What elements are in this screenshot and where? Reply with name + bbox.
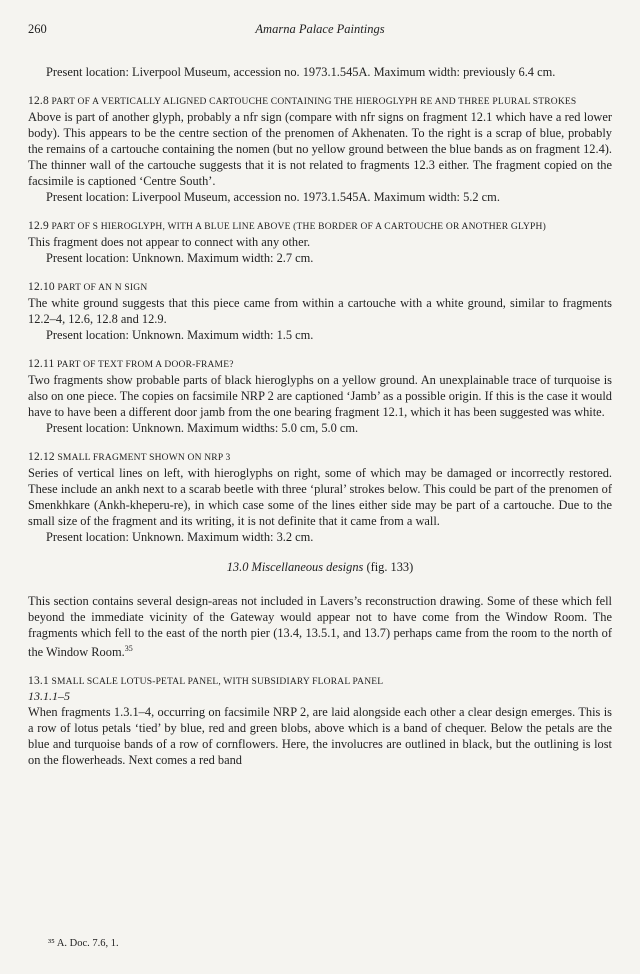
entry-text: Above is part of another glyph, probably a nfr sign (compare with nfr signs on fragment 12.1 which have a red lower body). This appears to be the centre section of the prenomen of Akhenaten. To the right is a scrap of blue, probably the remains of a cartouche containing the nomen (but no yellow ground between the blue bands as on fragment 12.4). The thinner wall of the cartouche suggests that it is not related to fragments 12.3 either. The fragment copied on the facsimile is captioned ‘Centre South’. [28,110,612,188]
entry-title: PART OF TEXT FROM A DOOR-FRAME? [57,360,234,370]
section-heading [28,559,612,575]
entry-location: Present location: Unknown. Maximum width: 1.5 cm. [46,328,314,342]
entry-number: 12.8 [28,95,49,107]
entry-12-11 [28,357,612,436]
entry-text: Series of vertical lines on left, with hieroglyphs on right, some of which may be damaged or incorrectly restored. These include an ankh next to a scarab beetle with three ‘plural’ strokes below. This could be part of the prenomen of Smenkhkare (Ankh-kheperu-re), in which case some of the lines either side may be part of a cartouche. Due to the small size of the fragment and its writing, it is not definite that it came from a wall. [28,466,612,528]
running-title: Amarna Palace Paintings [255,22,385,36]
entry-12-8 [28,94,612,205]
entry-number: 12.11 [28,358,55,370]
entry-number: 12.12 [28,451,55,463]
entry-heading [28,450,612,465]
entry-title: SMALL SCALE LOTUS-PETAL PANEL, WITH SUBSIDIARY FLORAL PANEL [51,677,384,688]
entry-12-9 [28,219,612,266]
entry-location: Present location: Unknown. Maximum widths: 5.0 cm, 5.0 cm. [46,421,359,435]
entry-title: PART OF A VERTICALLY ALIGNED CARTOUCHE CONTAINING THE HIEROGLYPH RE AND THREE PLURAL STROKES [51,97,577,107]
section-heading-figref: (fig. 133) [366,560,414,574]
page-header [28,22,612,38]
entry-heading [28,357,612,372]
entry-text: Two fragments show probable parts of black hieroglyphs on a yellow ground. An unexplainable trace of turquoise is also on one piece. The copies on facsimile NRP 2 are captioned ‘Jamb’ as a possible origin. If this is the case it would have to have been a different door jamb from the one bearing fragment 12.1, which it has been suggested was white. [28,373,612,419]
section-intro-text: This section contains several design-areas not included in Lavers’s reconstruction drawing. Some of these which fell beyond the immediate vicinity of the Gateway would appear not to have come from the Window Room. The fragments which fell to the east of the north pier (13.4, 13.5.1, and 13.7) perhaps came from the room to the north of the Window Room. [28,594,612,660]
entry-title: SMALL FRAGMENT SHOWN ON NRP 3 [57,453,231,463]
footnote-ref: 35 [124,644,133,653]
section-heading-title: 13.0 Miscellaneous designs [226,560,364,574]
entry-number: 13.1 [28,675,49,688]
footnote: ³⁵ A. Doc. 7.6, 1. [48,938,119,949]
entry-number: 12.10 [28,281,55,293]
page-number: 260 [28,22,47,36]
entry-number: 12.9 [28,220,49,232]
entry-location: Present location: Unknown. Maximum width: 2.7 cm. [46,251,314,265]
entry-text: When fragments 1.3.1–4, occurring on facsimile NRP 2, are laid alongside each other a clear design emerges. This is a row of lotus petals ‘tied’ by blue, red and green blobs, above which is a band of chequer. Below the petals are the blue and turquoise bands of a row of cornflowers. Here, the involucres are outlined in black, but the outlining is lost on the flowerheads. Next comes a red band [28,705,612,768]
entry-13-1 [28,674,612,768]
entry-heading [28,94,612,109]
entry-12-12 [28,450,612,545]
page-body [28,64,612,768]
entry-heading [28,674,612,689]
sub-entry-number: 13.1.1–5 [28,689,70,704]
entry-12-10 [28,280,612,343]
entry-title: PART OF AN N SIGN [57,283,148,293]
section-intro [28,593,612,660]
entry-location: Present location: Unknown. Maximum width: 3.2 cm. [46,530,314,544]
entry-heading [28,219,612,234]
entry-location: Present location: Liverpool Museum, accession no. 1973.1.545A. Maximum width: 5.2 cm. [46,190,500,204]
entry-text: This fragment does not appear to connect with any other. [28,235,311,249]
entry-heading [28,280,612,295]
entry-text: The white ground suggests that this piece came from within a cartouche with a white ground, similar to fragments 12.2–4, 12.6, 12.8 and 12.9. [28,296,612,326]
top-paragraph: Present location: Liverpool Museum, accession no. 1973.1.545A. Maximum width: previously 6.4 cm. [46,65,556,79]
entry-title: PART OF S HIEROGLYPH, WITH A BLUE LINE ABOVE (THE BORDER OF A CARTOUCHE OR ANOTHER GLYPH) [51,222,546,232]
